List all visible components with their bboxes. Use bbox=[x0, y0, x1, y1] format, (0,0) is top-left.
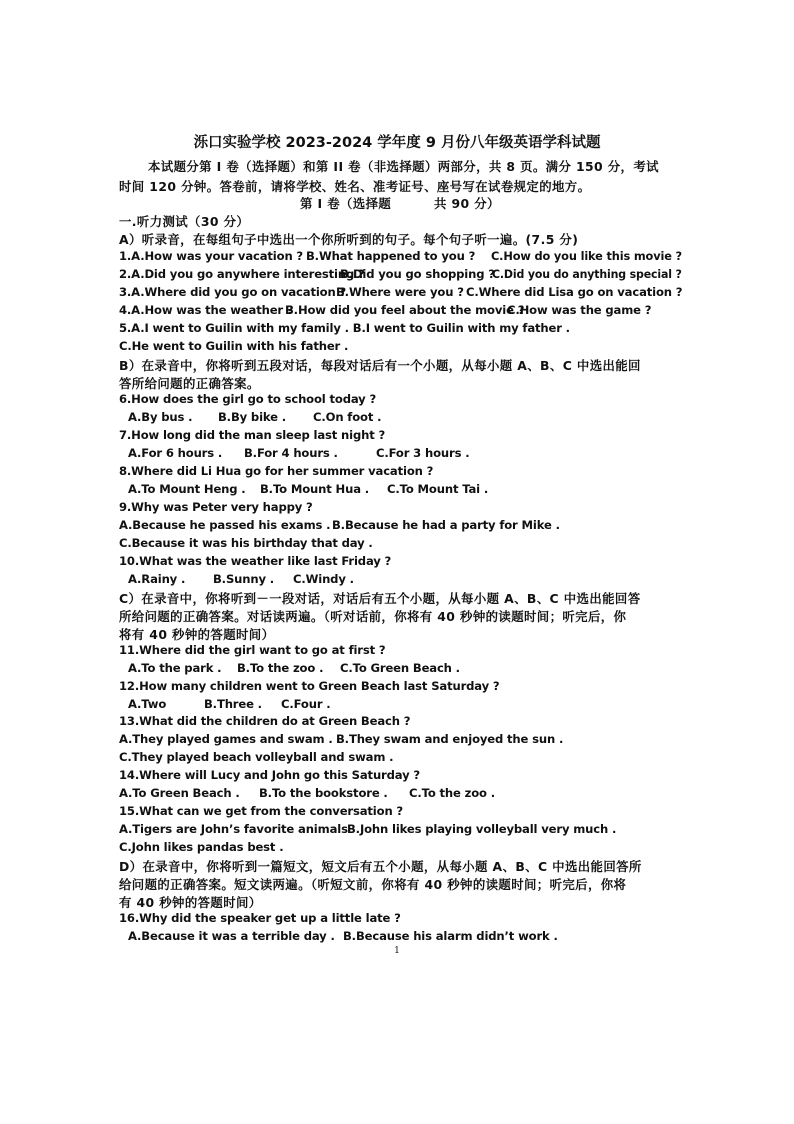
partD-instruction-3: 有 40 秒钟的答题时间） bbox=[119, 895, 262, 910]
q2-option-c: C.Did you do anything special ? bbox=[492, 267, 682, 281]
q8-option-c: C.To Mount Tai . bbox=[387, 482, 489, 496]
volume-heading-score: 共 90 分） bbox=[434, 196, 500, 211]
q1-option-a: 1.A.How was your vacation ? bbox=[119, 249, 304, 263]
partB-instruction-2: 答所给问题的正确答案。 bbox=[119, 376, 260, 391]
section1-heading: 一.听力测试（30 分） bbox=[119, 214, 250, 229]
q11-option-c: C.To Green Beach . bbox=[340, 661, 460, 675]
q3-option-b: B.Where were you ? bbox=[336, 285, 464, 299]
q10-question: 10.What was the weather like last Friday ? bbox=[119, 554, 392, 568]
exam-title: 泺口实验学校 2023-2024 学年度 9 月份八年级英语学科试题 bbox=[193, 135, 601, 151]
q14-option-b: B.To the bookstore . bbox=[259, 786, 388, 800]
q13-question: 13.What did the children do at Green Beach ? bbox=[119, 714, 411, 728]
q14-option-a: A.To Green Beach . bbox=[119, 786, 240, 800]
q4-option-b: B.How did you feel about the movie ? bbox=[285, 303, 525, 317]
q4-option-c: C.How was the game ? bbox=[507, 303, 652, 317]
intro-line-1: 本试题分第 I 卷（选择题）和第 II 卷（非选择题）两部分，共 8 页。满分 150 分，考试 bbox=[148, 159, 659, 174]
partC-instruction-2: 所给问题的正确答案。对话读两遍。（听对话前，你将有 40 秒钟的读题时间；听完后，你 bbox=[119, 609, 627, 624]
q9-question: 9.Why was Peter very happy ? bbox=[119, 500, 313, 514]
q1-option-c: C.How do you like this movie ? bbox=[491, 249, 683, 263]
q6-question: 6.How does the girl go to school today ? bbox=[119, 392, 377, 406]
partC-instruction-1: C）在录音中，你将听到－一段对话，对话后有五个小题，从每小题 A、B、C 中选出能回答 bbox=[119, 591, 641, 606]
q16-option-a: A.Because it was a terrible day . bbox=[128, 929, 335, 943]
q6-option-a: A.By bus . bbox=[128, 410, 193, 424]
q7-question: 7.How long did the man sleep last night ? bbox=[119, 428, 386, 442]
q15-question: 15.What can we get from the conversation ? bbox=[119, 804, 404, 818]
q5-options-ab: 5.A.I went to Guilin with my family . B.I went to Guilin with my father . bbox=[119, 321, 570, 335]
q1-option-b: B.What happened to you ? bbox=[306, 249, 476, 263]
q7-option-a: A.For 6 hours . bbox=[128, 446, 223, 460]
partB-instruction-1: B）在录音中，你将听到五段对话，每段对话后有一个小题，从每小题 A、B、C 中选出能回 bbox=[119, 358, 641, 373]
q15-option-b: B.John likes playing volleyball very much . bbox=[347, 822, 617, 836]
q9-option-b: B.Because he had a party for Mike . bbox=[332, 518, 560, 532]
q16-option-b: B.Because his alarm didn’t work . bbox=[343, 929, 558, 943]
q16-question: 16.Why did the speaker get up a little late ? bbox=[119, 911, 401, 925]
q7-option-b: B.For 4 hours . bbox=[244, 446, 338, 460]
q8-option-a: A.To Mount Heng . bbox=[128, 482, 246, 496]
partD-instruction-1: D）在录音中，你将听到一篇短文，短文后有五个小题，从每小题 A、B、C 中选出能回答所 bbox=[119, 859, 642, 874]
q14-option-c: C.To the zoo . bbox=[409, 786, 495, 800]
intro-line-2: 时间 120 分钟。答卷前，请将学校、姓名、准考证号、座号写在试卷规定的地方。 bbox=[119, 179, 591, 194]
partC-instruction-3: 将有 40 秒钟的答题时间） bbox=[119, 627, 275, 642]
q3-option-c: C.Where did Lisa go on vacation ? bbox=[466, 285, 683, 299]
q13-option-b: B.They swam and enjoyed the sun . bbox=[336, 732, 564, 746]
q8-question: 8.Where did Li Hua go for her summer vacation ? bbox=[119, 464, 434, 478]
q13-option-c: C.They played beach volleyball and swam . bbox=[119, 750, 394, 764]
q10-option-a: A.Rainy . bbox=[128, 572, 186, 586]
q12-question: 12.How many children went to Green Beach last Saturday ? bbox=[119, 679, 500, 693]
q6-option-c: C.On foot . bbox=[313, 410, 382, 424]
q15-option-a: A.Tigers are John’s favorite animals bbox=[119, 822, 348, 836]
q11-option-b: B.To the zoo . bbox=[237, 661, 324, 675]
q2-option-b: B.Did you go shopping ? bbox=[340, 267, 495, 281]
q14-question: 14.Where will Lucy and John go this Saturday ? bbox=[119, 768, 420, 782]
q12-option-c: C.Four . bbox=[281, 697, 331, 711]
q10-option-c: C.Windy . bbox=[293, 572, 354, 586]
q11-option-a: A.To the park . bbox=[128, 661, 222, 675]
q3-option-a: 3.A.Where did you go on vacation ? bbox=[119, 285, 347, 299]
q6-option-b: B.By bike . bbox=[218, 410, 286, 424]
q12-option-b: B.Three . bbox=[204, 697, 262, 711]
q9-option-c: C.Because it was his birthday that day . bbox=[119, 536, 373, 550]
q5-option-c: C.He went to Guilin with his father . bbox=[119, 339, 349, 353]
partA-instruction: A）听录音，在每组句子中选出一个你所听到的句子。每个句子听一遍。(7.5 分) bbox=[119, 232, 579, 247]
volume-heading-part: 第 I 卷（选择题 bbox=[300, 196, 392, 211]
q15-option-c: C.John likes pandas best . bbox=[119, 840, 284, 854]
q2-option-a: 2.A.Did you go anywhere interesting ? bbox=[119, 267, 365, 281]
q8-option-b: B.To Mount Hua . bbox=[260, 482, 370, 496]
q4-option-a: 4.A.How was the weather ? bbox=[119, 303, 294, 317]
q11-question: 11.Where did the girl want to go at first ? bbox=[119, 643, 386, 657]
q12-option-a: A.Two bbox=[128, 697, 167, 711]
q13-option-a: A.They played games and swam . bbox=[119, 732, 333, 746]
partD-instruction-2: 给问题的正确答案。短文读两遍。（听短文前，你将有 40 秒钟的读题时间；听完后，你将 bbox=[119, 877, 627, 892]
q7-option-c: C.For 3 hours . bbox=[376, 446, 470, 460]
q10-option-b: B.Sunny . bbox=[213, 572, 275, 586]
page-number: 1 bbox=[394, 946, 400, 956]
q9-option-a: A.Because he passed his exams . bbox=[119, 518, 331, 532]
